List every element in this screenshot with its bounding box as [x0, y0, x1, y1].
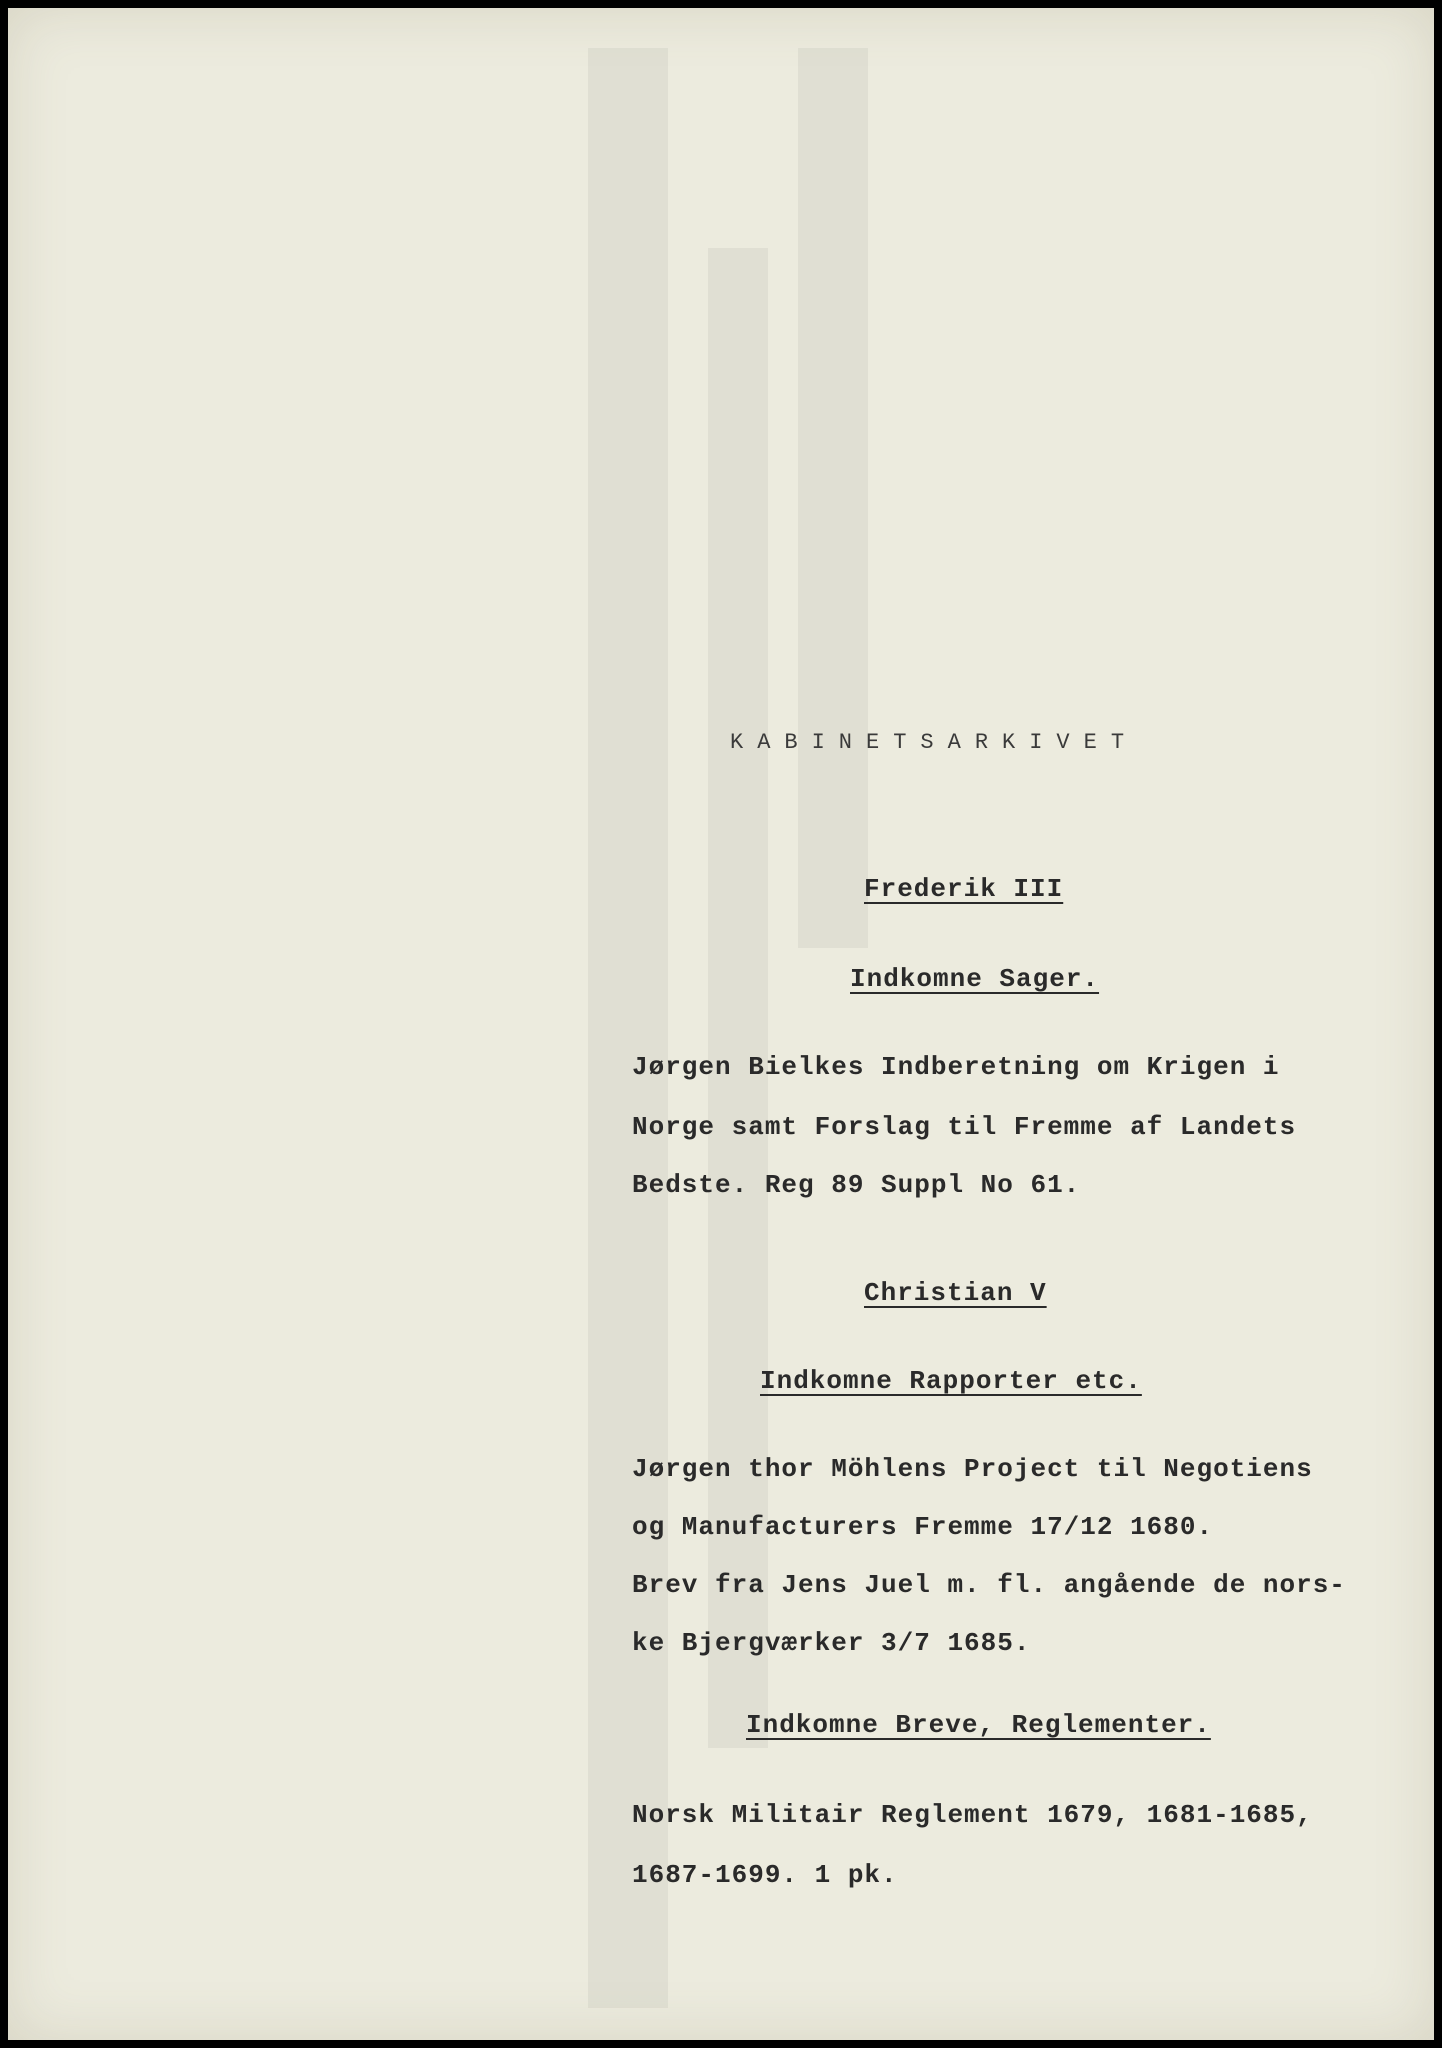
category-heading-rapporter: Indkomne Rapporter etc.: [760, 1366, 1142, 1396]
entry-line: 1687-1699. 1 pk.: [632, 1860, 898, 1890]
entry-line: ke Bjergværker 3/7 1685.: [632, 1628, 1031, 1658]
document-page: [8, 8, 1434, 2040]
entry-line: Norge samt Forslag til Fremme af Landets: [632, 1112, 1297, 1142]
entry-line: Jørgen Bielkes Indberetning om Krigen i: [632, 1052, 1280, 1082]
entry-line: og Manufacturers Fremme 17/12 1680.: [632, 1512, 1214, 1542]
category-heading-sager: Indkomne Sager.: [850, 964, 1100, 994]
reign-heading-christian: Christian V: [864, 1278, 1047, 1308]
entry-line: Jørgen thor Möhlens Project til Negotiens: [632, 1454, 1313, 1484]
reign-heading-frederik: Frederik III: [864, 874, 1064, 904]
entry-line: Norsk Militair Reglement 1679, 1681-1685,: [632, 1800, 1313, 1830]
entry-line: Bedste. Reg 89 Suppl No 61.: [632, 1170, 1081, 1200]
entry-line: Brev fra Jens Juel m. fl. angående de nors-: [632, 1570, 1346, 1600]
archive-title: KABINETSARKIVET: [730, 730, 1139, 755]
category-heading-breve: Indkomne Breve, Reglementer.: [746, 1710, 1211, 1740]
